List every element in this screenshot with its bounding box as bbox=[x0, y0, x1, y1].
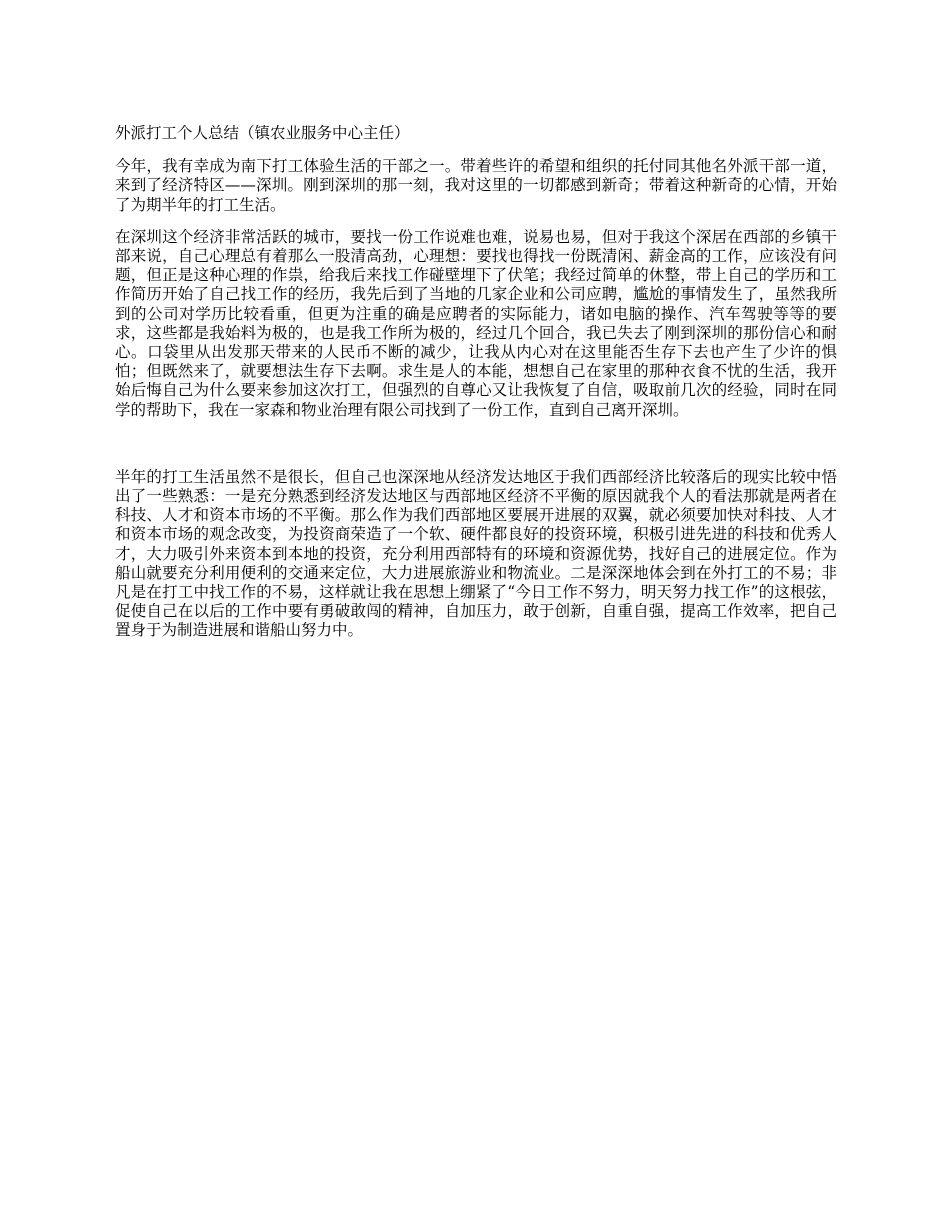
paragraph-1: 今年，我有幸成为南下打工体验生活的干部之一。带着些许的希望和组织的托付同其他名外派干部一道，来到了经济特区——深圳。刚到深圳的那一刻，我对这里的一切都感到新奇；带着这种新奇的心情，开始了为期半年的打工生活。 bbox=[115, 157, 837, 214]
paragraph-3: 半年的打工生活虽然不是很长，但自己也深深地从经济发达地区于我们西部经济比较落后的现实比较中悟出了一些熟悉：一是充分熟悉到经济发达地区与西部地区经济不平衡的原因就我个人的看法那就是两者在科技、人才和资本市场的不平衡。那么作为我们西部地区要展开进展的双翼，就必须要加快对科技、人才和资本市场的观念改变，为投资商荣造了一个软、硬件都良好的投资环境，积极引进先进的科技和优秀人才，大力吸引外来资本到本地的投资，充分利用西部特有的环境和资源优势，找好自己的进展定位。作为船山就要充分利用便利的交通来定位，大力进展旅游业和物流业。二是深深地体会到在外打工的不易；非凡是在打工中找工作的不易，这样就让我在思想上绷紧了“今日工作不努力，明天努力找工作”的这根弦，促使自己在以后的工作中要有勇破敢闯的精神，自加压力，敢于创新，自重自强，提高工作效率，把自己置身于为制造进展和谐船山努力中。 bbox=[115, 467, 837, 640]
document-title: 外派打工个人总结（镇农业服务中心主任） bbox=[115, 124, 410, 142]
document-body bbox=[115, 124, 837, 654]
paragraph-2: 在深圳这个经济非常活跃的城市，要找一份工作说难也难，说易也易，但对于我这个深居在西部的乡镇干部来说，自己心理总有着那么一股清高劲，心理想：要找也得找一份既清闲、薪金高的工作，应该没有问题，但正是这种心理的作祟，给我后来找工作碰壁埋下了伏笔；我经过简单的休整，带上自己的学历和工作简历开始了自己找工作的经历，我先后到了当地的几家企业和公司应聘，尴尬的事情发生了，虽然我所到的公司对学历比较看重，但更为注重的确是应聘者的实际能力，诸如电脑的操作、汽车驾驶等等的要求，这些都是我始料为极的，也是我工作所为极的，经过几个回合，我已失去了刚到深圳的那份信心和耐心。口袋里从出发那天带来的人民币不断的减少，让我从内心对在这里能否生存下去也产生了少许的惧怕；但既然来了，就要想法生存下去啊。求生是人的本能，想想自己在家里的那种衣食不忧的生活，我开始后悔自己为什么要来参加这次打工，但强烈的自尊心又让我恢复了自信，吸取前几次的经验，同时在同学的帮助下，我在一家森和物业治理有限公司找到了一份工作，直到自己离开深圳。 bbox=[115, 227, 837, 419]
